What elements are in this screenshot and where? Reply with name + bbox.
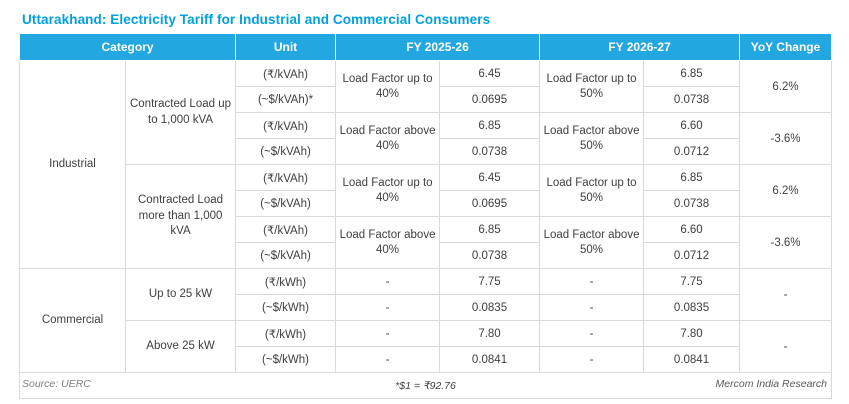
cell-fy2026-value: 0.0835 xyxy=(644,295,740,321)
cell-fy2026-label: - xyxy=(540,321,644,347)
cell-fy2025-label: - xyxy=(336,269,440,295)
cell-fy2026-value: 6.60 xyxy=(644,113,740,139)
table-row xyxy=(20,61,832,87)
cell-subcategory: Contracted Load up to 1,000 kVA xyxy=(126,61,236,165)
cell-fy2025-value: 0.0835 xyxy=(440,295,540,321)
cell-yoy: 6.2% xyxy=(740,165,832,217)
cell-fy2025-value: 0.0695 xyxy=(440,191,540,217)
cell-fy2025-label: - xyxy=(336,347,440,373)
cell-fy2025-value: 6.85 xyxy=(440,113,540,139)
cell-fy2025-value: 6.45 xyxy=(440,165,540,191)
cell-category: Commercial xyxy=(20,269,126,373)
footnote-row xyxy=(20,373,832,399)
cell-fy2026-value: 7.75 xyxy=(644,269,740,295)
column-header-fy2025: FY 2025-26 xyxy=(336,34,540,61)
cell-fy2025-value: 6.45 xyxy=(440,61,540,87)
cell-fy2025-label: - xyxy=(336,295,440,321)
cell-yoy: - xyxy=(740,321,832,373)
cell-subcategory: Above 25 kW xyxy=(126,321,236,373)
cell-fy2026-value: 0.0738 xyxy=(644,87,740,113)
cell-fy2026-value: 0.0712 xyxy=(644,243,740,269)
cell-fy2025-label: Load Factor above 40% xyxy=(336,113,440,165)
cell-fy2025-value: 7.80 xyxy=(440,321,540,347)
cell-fy2026-label: - xyxy=(540,295,644,321)
cell-category: Industrial xyxy=(20,61,126,269)
column-header-fy2026: FY 2026-27 xyxy=(540,34,740,61)
tariff-table xyxy=(19,33,832,399)
table-row xyxy=(20,269,832,295)
credit-label: Mercom India Research xyxy=(715,378,827,390)
cell-yoy: -3.6% xyxy=(740,113,832,165)
cell-unit: (₹/kVAh) xyxy=(236,61,336,87)
cell-unit: (~$/kVAh)* xyxy=(236,87,336,113)
cell-fy2025-label: - xyxy=(336,321,440,347)
cell-unit: (~$/kVAh) xyxy=(236,243,336,269)
cell-fy2026-label: - xyxy=(540,269,644,295)
cell-subcategory: Contracted Load more than 1,000 kVA xyxy=(126,165,236,269)
cell-fy2025-value: 0.0841 xyxy=(440,347,540,373)
table-header-row xyxy=(20,34,832,61)
cell-fy2026-label: Load Factor above 50% xyxy=(540,217,644,269)
cell-unit: (~$/kWh) xyxy=(236,295,336,321)
cell-fy2026-value: 0.0841 xyxy=(644,347,740,373)
cell-fy2026-value: 6.85 xyxy=(644,61,740,87)
cell-fy2025-value: 0.0738 xyxy=(440,139,540,165)
source-label: Source: UERC xyxy=(22,378,91,390)
cell-yoy: -3.6% xyxy=(740,217,832,269)
cell-fy2025-value: 6.85 xyxy=(440,217,540,243)
cell-unit: (~$/kVAh) xyxy=(236,139,336,165)
footnote-text: *$1 = ₹92.76 xyxy=(20,373,832,399)
cell-fy2026-label: - xyxy=(540,347,644,373)
cell-unit: (~$/kVAh) xyxy=(236,191,336,217)
cell-fy2026-label: Load Factor up to 50% xyxy=(540,165,644,217)
cell-yoy: 6.2% xyxy=(740,61,832,113)
column-header-yoy: YoY Change xyxy=(740,34,832,61)
cell-fy2026-value: 7.80 xyxy=(644,321,740,347)
cell-fy2025-value: 0.0738 xyxy=(440,243,540,269)
cell-fy2025-value: 7.75 xyxy=(440,269,540,295)
cell-fy2026-value: 0.0712 xyxy=(644,139,740,165)
cell-fy2026-value: 6.60 xyxy=(644,217,740,243)
column-header-category: Category xyxy=(20,34,236,61)
cell-fy2025-value: 0.0695 xyxy=(440,87,540,113)
cell-fy2026-label: Load Factor up to 50% xyxy=(540,61,644,113)
cell-unit: (₹/kVAh) xyxy=(236,165,336,191)
cell-fy2025-label: Load Factor up to 40% xyxy=(336,61,440,113)
table-row xyxy=(20,165,832,191)
cell-fy2026-value: 0.0738 xyxy=(644,191,740,217)
cell-fy2025-label: Load Factor above 40% xyxy=(336,217,440,269)
cell-yoy: - xyxy=(740,269,832,321)
cell-unit: (₹/kVAh) xyxy=(236,217,336,243)
column-header-unit: Unit xyxy=(236,34,336,61)
cell-unit: (₹/kWh) xyxy=(236,321,336,347)
cell-fy2025-label: Load Factor up to 40% xyxy=(336,165,440,217)
page-title: Uttarakhand: Electricity Tariff for Industrial and Commercial Consumers xyxy=(22,12,491,27)
cell-unit: (₹/kWh) xyxy=(236,269,336,295)
cell-unit: (~$/kWh) xyxy=(236,347,336,373)
table-row xyxy=(20,321,832,347)
cell-fy2026-value: 6.85 xyxy=(644,165,740,191)
cell-unit: (₹/kVAh) xyxy=(236,113,336,139)
cell-fy2026-label: Load Factor above 50% xyxy=(540,113,644,165)
cell-subcategory: Up to 25 kW xyxy=(126,269,236,321)
